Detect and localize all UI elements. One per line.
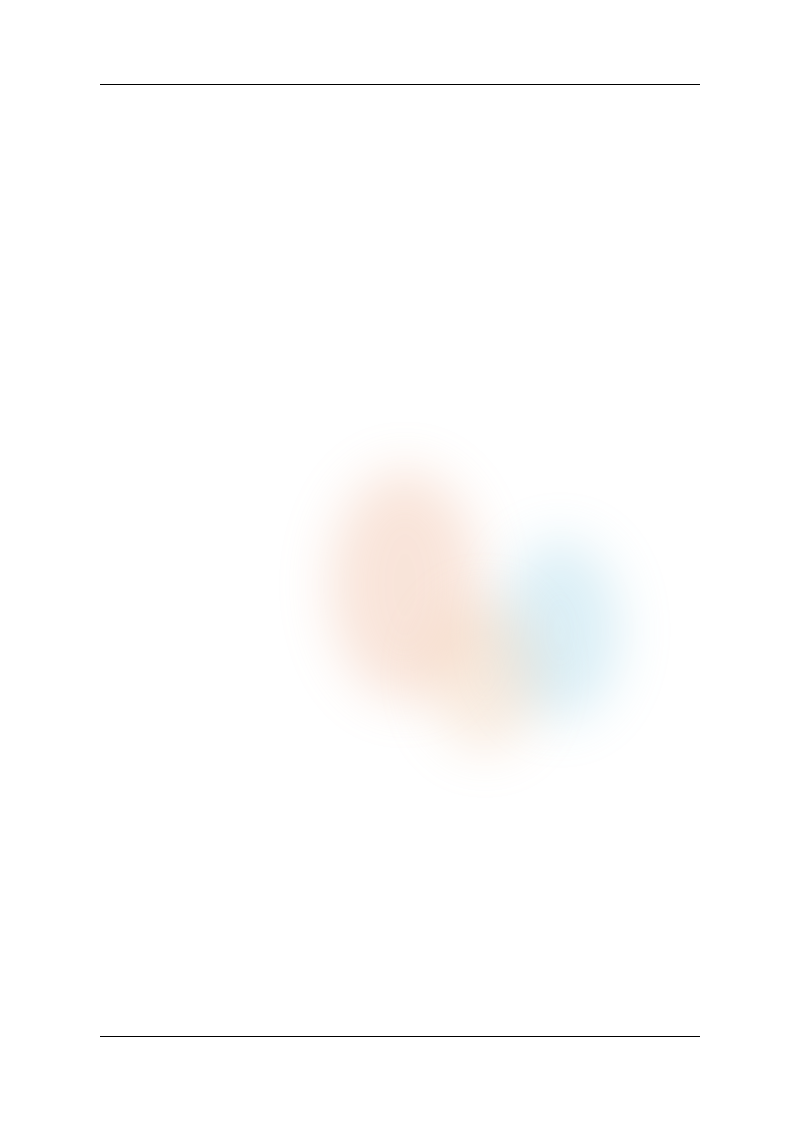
header-divider [100,84,700,85]
watermark-blob [330,470,480,700]
watermark-blob [500,540,620,720]
footer-divider [100,1036,700,1037]
watermark-blob [430,600,540,750]
